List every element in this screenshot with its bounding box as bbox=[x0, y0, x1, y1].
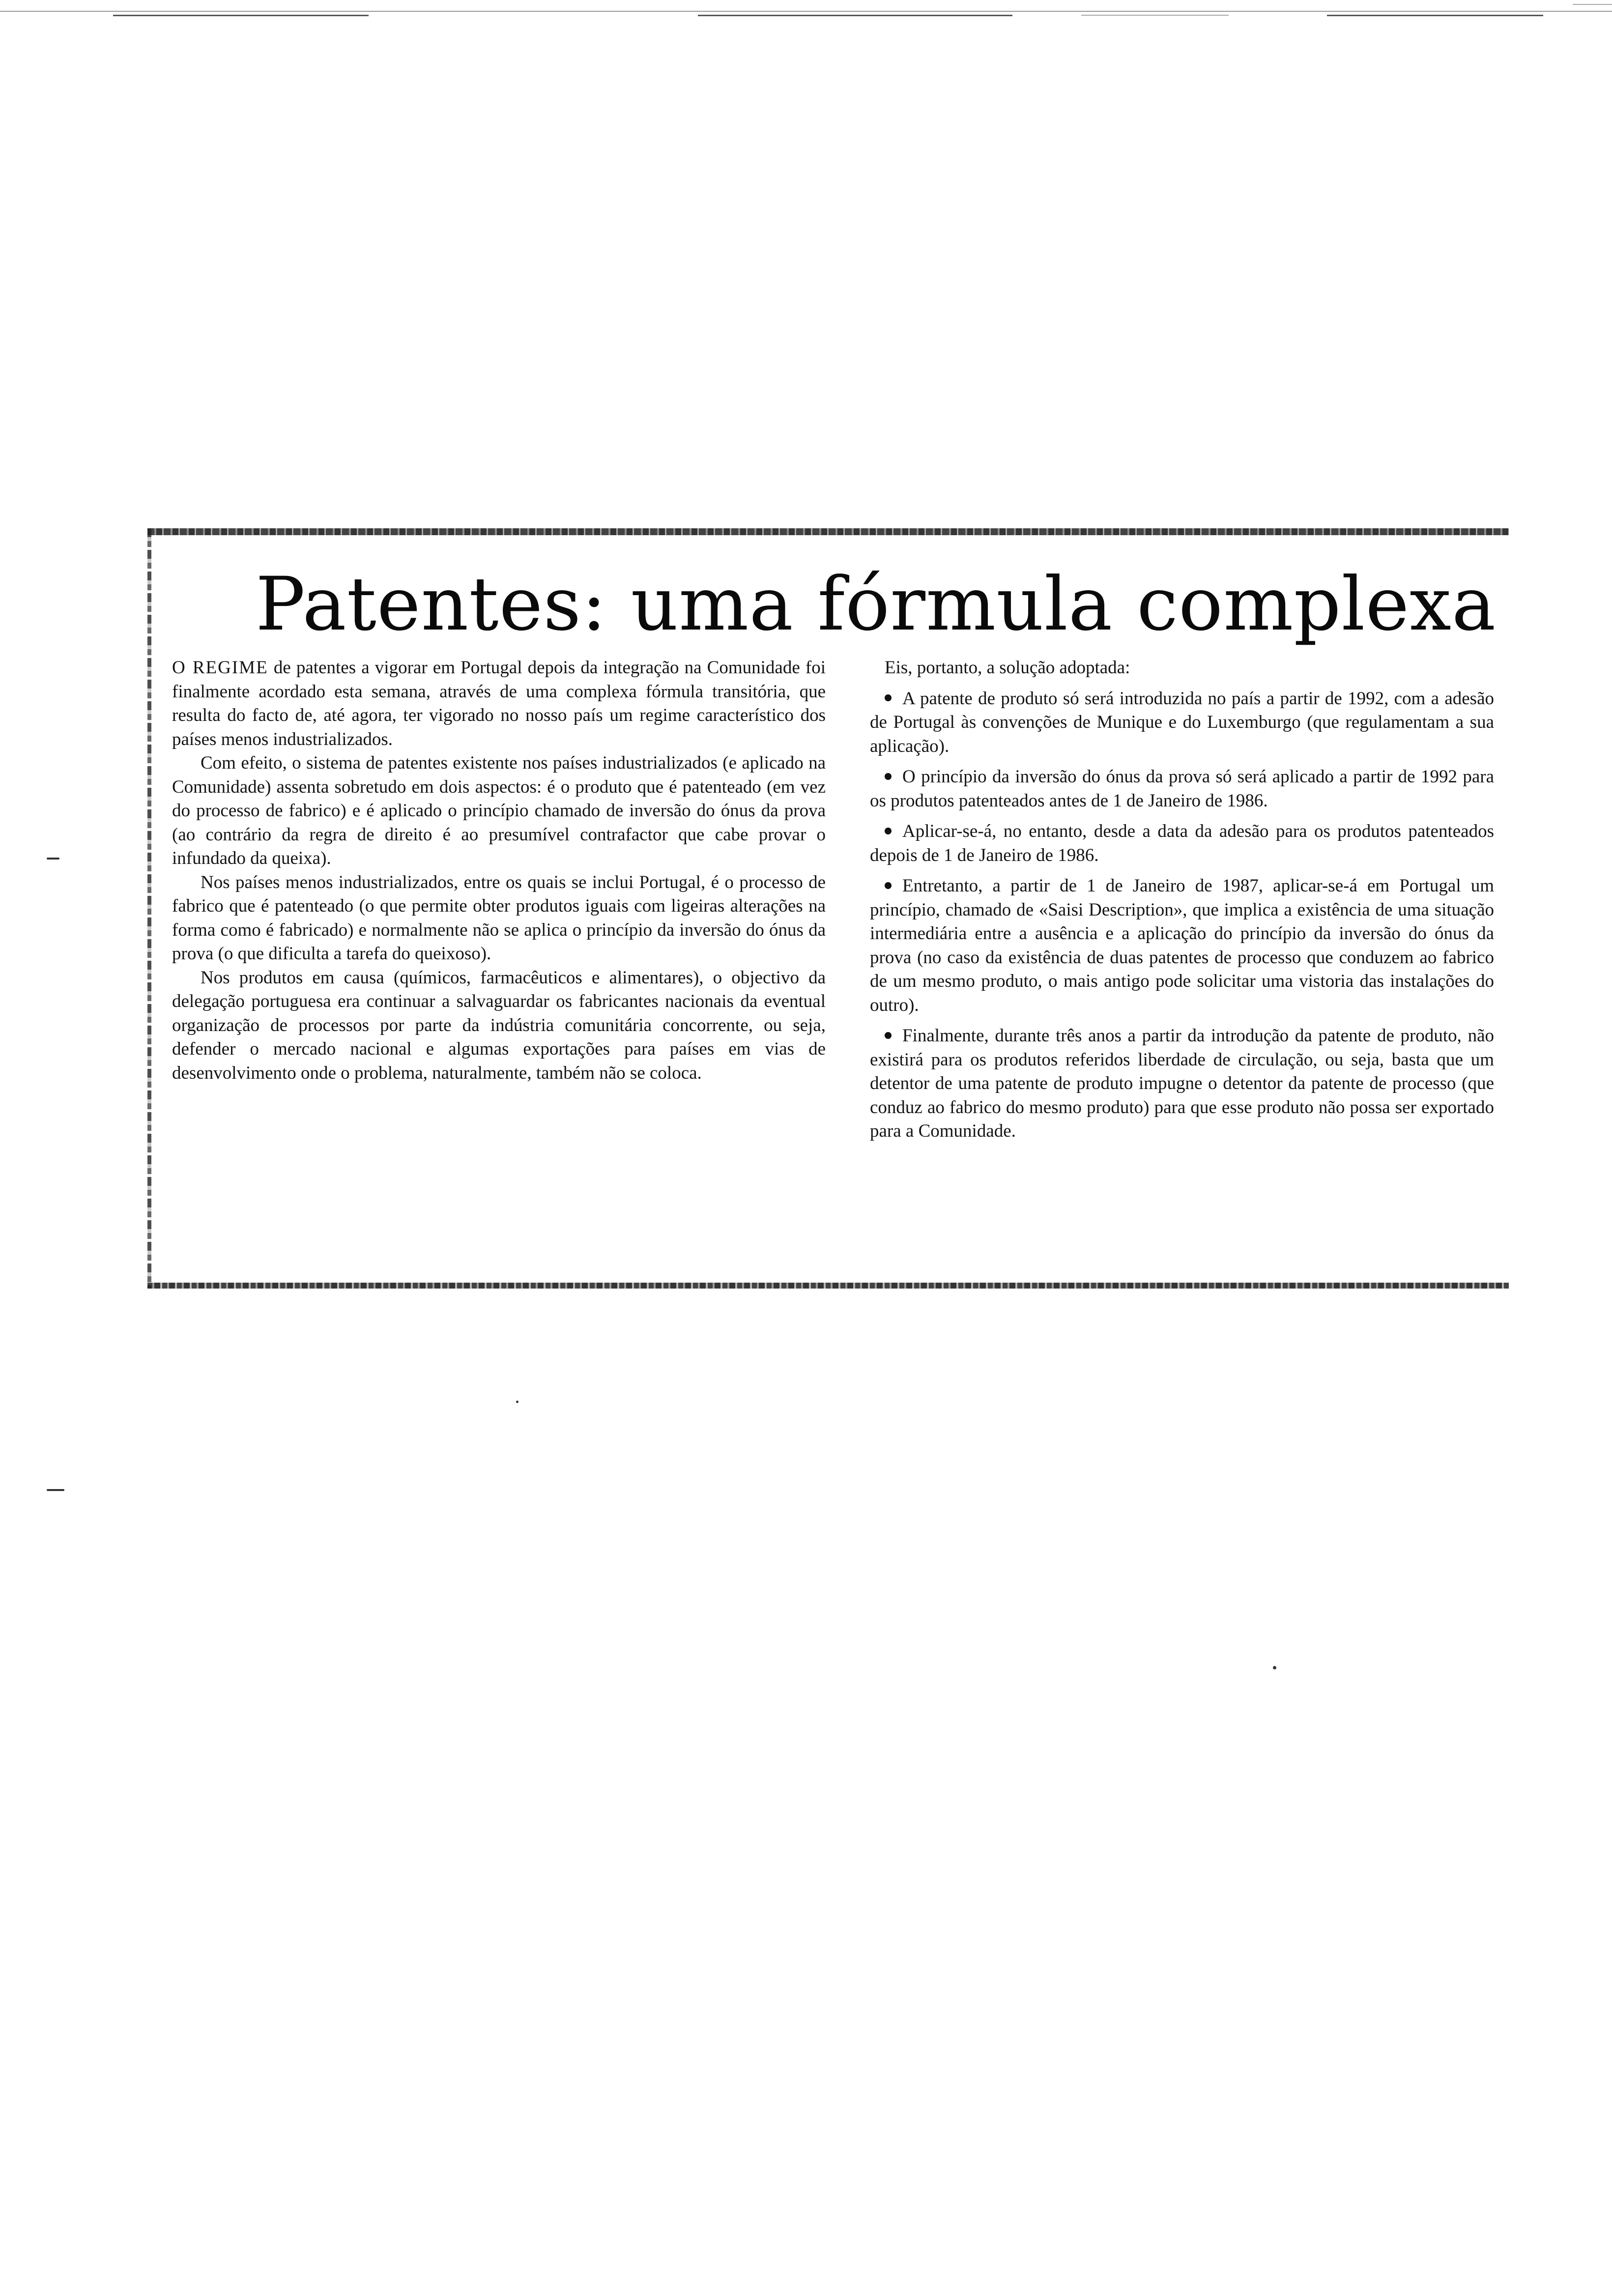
solution-bullet-item bbox=[870, 1024, 1494, 1144]
clipping-left-edge bbox=[147, 528, 151, 1289]
scan-speck bbox=[47, 1489, 64, 1491]
bullet-dot-icon bbox=[885, 1032, 892, 1039]
scan-speck bbox=[516, 1401, 518, 1403]
bullet-dot-icon bbox=[885, 694, 892, 701]
solution-bullet-text: A patente de produto só será introduzida no país a partir de 1992, com a adesão de Portugal às convenções de Munique e do Luxemburgo (que regulamentam a sua aplicação). bbox=[870, 688, 1494, 756]
article-paragraph: Nos produtos em causa (químicos, farmacêuticos e alimentares), o objectivo da delegação portuguesa era continuar a salvaguardar os fabricantes nacionais da eventual organização de processos por parte da indústria comunitária concorrente, ou seja, defender o mercado nacional e algumas exportações para países em vias de desenvolvimento onde o problema, naturalmente, também não se coloca. bbox=[172, 967, 826, 1083]
solution-bullet-item bbox=[870, 765, 1494, 813]
article-right-column bbox=[870, 656, 1494, 1144]
solution-bullet-item bbox=[870, 874, 1494, 1017]
solution-bullet-text: Entretanto, a partir de 1 de Janeiro de 1987, aplicar-se-á em Portugal um princípio, chamado de «Saisi Description», que implica a existência de uma situação intermediária entre a ausência e a aplicação do princípio da inversão do ónus da prova (no caso da existência de duas patentes de processo que conduzem ao fabrico de um mesmo produto, o mais antigo pode solicitar uma vistoria das instalações do outro). bbox=[870, 876, 1494, 1015]
scan-edge-line bbox=[1327, 15, 1543, 16]
bullet-dot-icon bbox=[885, 882, 892, 889]
bullet-dot-icon bbox=[885, 773, 892, 780]
solution-intro: Eis, portanto, a solução adoptada: bbox=[885, 658, 1130, 678]
scan-speck bbox=[1273, 1666, 1276, 1669]
clipping-bottom-rule bbox=[147, 1283, 1509, 1289]
scan-edge-line bbox=[0, 11, 1612, 12]
solution-bullet-text: O princípio da inversão do ónus da prova só será aplicado a partir de 1992 para os produtos patenteados antes de 1 de Janeiro de 1986. bbox=[870, 767, 1494, 811]
solution-bullet-text: Finalmente, durante três anos a partir da introdução da patente de produto, não existirá para os produtos referidos liberdade de circulação, ou seja, basta que um detentor de uma patente de produto impugne o detentor da patente de processo (que conduz ao fabrico do mesmo produto) para que esse produto não possa ser exportado para a Comunidade. bbox=[870, 1026, 1494, 1141]
article-paragraph-text: de patentes a vigorar em Portugal depois da integração na Comunidade foi finalmente acordado esta semana, através de uma complexa fórmula transitória, que resulta do facto de, até agora, ter vigorado no nosso país um regime característico dos países menos industrializados. bbox=[172, 658, 826, 749]
article-paragraph bbox=[172, 656, 826, 751]
article-left-column bbox=[172, 656, 826, 1085]
article-headline: Patentes: uma fórmula complexa bbox=[256, 562, 1497, 647]
article-paragraph: Com efeito, o sistema de patentes existente nos países industrializados (e aplicado na Comunidade) assenta sobretudo em dois aspectos: é o produto que é patenteado (em vez do processo de fabrico) e é aplicado o princípio chamado de inversão do ónus da prova (ao contrário da regra de direito é ao presumível contrafactor que cabe provar o infundado da queixa). bbox=[172, 753, 826, 868]
newspaper-clipping bbox=[147, 528, 1509, 1320]
scan-edge-line bbox=[698, 15, 1012, 16]
scan-edge-line bbox=[1081, 15, 1229, 16]
solution-bullet-text: Aplicar-se-á, no entanto, desde a data da adesão para os produtos patenteados depois de 1 de Janeiro de 1986. bbox=[870, 821, 1494, 865]
clipping-top-rule bbox=[147, 528, 1509, 535]
scan-edge-line bbox=[113, 15, 369, 16]
bullet-dot-icon bbox=[885, 828, 892, 834]
article-paragraph: Nos países menos industrializados, entre os quais se inclui Portugal, é o processo de fabrico que é patenteado (o que permite obter produtos iguais com ligeiras alterações na forma como é fabricado) e normalmente não se aplica o princípio da inversão do ónus da prova (o que dificulta a tarefa do queixoso). bbox=[172, 872, 826, 964]
scan-edge-line bbox=[1573, 4, 1612, 5]
solution-bullet-item bbox=[870, 820, 1494, 867]
article-lead-word: O REGIME bbox=[172, 658, 268, 678]
solution-bullet-item bbox=[870, 687, 1494, 759]
scan-speck bbox=[47, 858, 59, 860]
